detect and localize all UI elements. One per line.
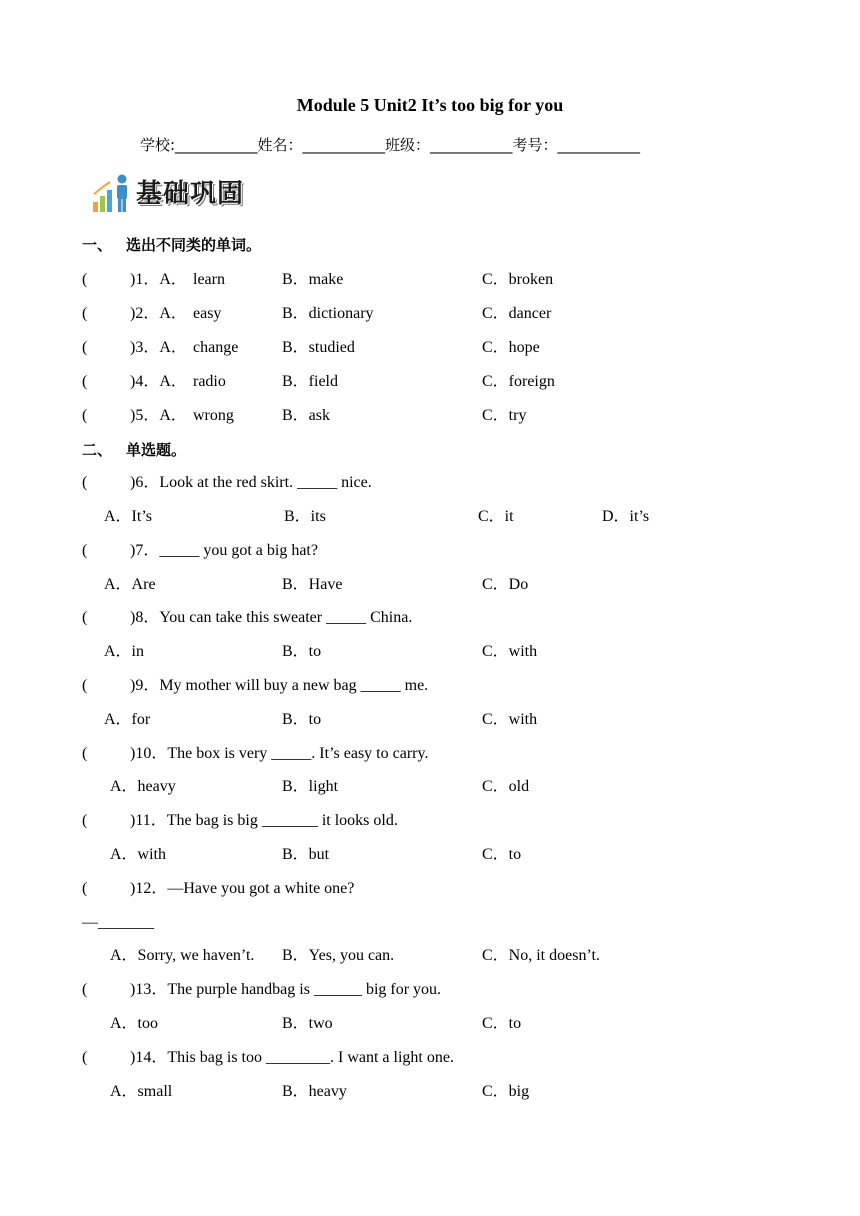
q10-option-a: A．heavy	[110, 778, 176, 795]
answer-paren: (	[82, 407, 88, 424]
answer-paren: (	[82, 305, 88, 322]
q9-option-a: A．for	[104, 711, 151, 728]
answer-paren: (	[82, 609, 88, 626]
q5-option-a: wrong	[193, 407, 234, 424]
answer-paren: (	[82, 474, 88, 491]
q11-option-c: C．to	[482, 846, 522, 863]
section-badge	[90, 172, 265, 216]
q10-stem: )10．The box is very _____. It’s easy to carry.	[130, 745, 429, 762]
answer-paren: (	[82, 981, 88, 998]
growth-figure-icon	[90, 172, 136, 216]
q13-option-a: A．too	[110, 1015, 159, 1032]
answer-paren: (	[82, 542, 88, 559]
badge-label: 基础巩固	[136, 179, 245, 209]
q8-option-b: B．to	[282, 643, 322, 660]
q5-option-c: C．try	[482, 407, 527, 424]
q5-number: )5．A．	[130, 407, 187, 424]
q1-option-b: B．make	[282, 271, 344, 288]
answer-paren: (	[82, 745, 88, 762]
q1-option-c: C．broken	[482, 271, 554, 288]
q7-option-c: C．Do	[482, 576, 529, 593]
q9-option-c: C．with	[482, 711, 538, 728]
q14-option-b: B．heavy	[282, 1083, 347, 1100]
student-info-line: 学校:___________姓名：___________班级：___________考号：___________	[140, 136, 641, 154]
q8-option-a: A．in	[104, 643, 145, 660]
page-title: Module 5 Unit2 It’s too big for you	[296, 95, 564, 115]
q6-option-c: C．it	[478, 508, 514, 525]
q12-stem: )12．—Have you got a white one?	[130, 880, 355, 897]
q4-option-b: B．field	[282, 373, 338, 390]
q2-number: )2．A．	[130, 305, 187, 322]
q10-option-c: C．old	[482, 778, 530, 795]
q2-option-c: C．dancer	[482, 305, 552, 322]
q12-option-b: B．Yes, you can.	[282, 947, 395, 964]
q12-answer-line: —_______	[82, 914, 154, 931]
q13-option-c: C．to	[482, 1015, 522, 1032]
answer-paren: (	[82, 812, 88, 829]
q14-stem: )14．This bag is too ________. I want a light one.	[130, 1049, 454, 1066]
q11-option-a: A．with	[110, 846, 167, 863]
answer-paren: (	[82, 373, 88, 390]
q3-option-a: change	[193, 339, 239, 356]
section1-number: 一、	[82, 236, 113, 254]
q2-option-a: easy	[193, 305, 222, 322]
q4-option-c: C．foreign	[482, 373, 555, 390]
q10-option-b: B．light	[282, 778, 339, 795]
q1-option-a: learn	[193, 271, 225, 288]
section1-heading: 选出不同类的单词。	[126, 236, 262, 254]
q1-number: )1．A．	[130, 271, 187, 288]
q3-option-b: B．studied	[282, 339, 355, 356]
answer-paren: (	[82, 1049, 88, 1066]
q3-option-c: C．hope	[482, 339, 540, 356]
q6-stem: )6．Look at the red skirt. _____ nice.	[130, 474, 372, 491]
q6-option-b: B．its	[284, 508, 326, 525]
q12-option-c: C．No, it doesn’t.	[482, 947, 600, 964]
q11-stem: )11．The bag is big _______ it looks old.	[130, 812, 398, 829]
answer-paren: (	[82, 880, 88, 897]
q2-option-b: B．dictionary	[282, 305, 374, 322]
q13-stem: )13．The purple handbag is ______ big for you.	[130, 981, 442, 998]
q8-option-c: C．with	[482, 643, 538, 660]
q8-stem: )8．You can take this sweater _____ China.	[130, 609, 413, 626]
answer-paren: (	[82, 339, 88, 356]
q4-number: )4．A．	[130, 373, 187, 390]
q7-option-a: A．Are	[104, 576, 156, 593]
q11-option-b: B．but	[282, 846, 330, 863]
section2-number: 二、	[82, 441, 113, 459]
q9-option-b: B．to	[282, 711, 322, 728]
answer-paren: (	[82, 271, 88, 288]
q14-option-c: C．big	[482, 1083, 530, 1100]
q12-option-a: A．Sorry, we haven’t.	[110, 947, 255, 964]
q5-option-b: B．ask	[282, 407, 331, 424]
q6-option-d: D．it’s	[602, 508, 650, 525]
q14-option-a: A．small	[110, 1083, 173, 1100]
q9-stem: )9．My mother will buy a new bag _____ me.	[130, 677, 429, 694]
q13-option-b: B．two	[282, 1015, 333, 1032]
q6-option-a: A．It’s	[104, 508, 153, 525]
q4-option-a: radio	[193, 373, 226, 390]
section2-heading: 单选题。	[126, 441, 187, 459]
q3-number: )3．A．	[130, 339, 187, 356]
q7-option-b: B．Have	[282, 576, 343, 593]
q7-stem: )7．_____ you got a big hat?	[130, 542, 318, 559]
answer-paren: (	[82, 677, 88, 694]
